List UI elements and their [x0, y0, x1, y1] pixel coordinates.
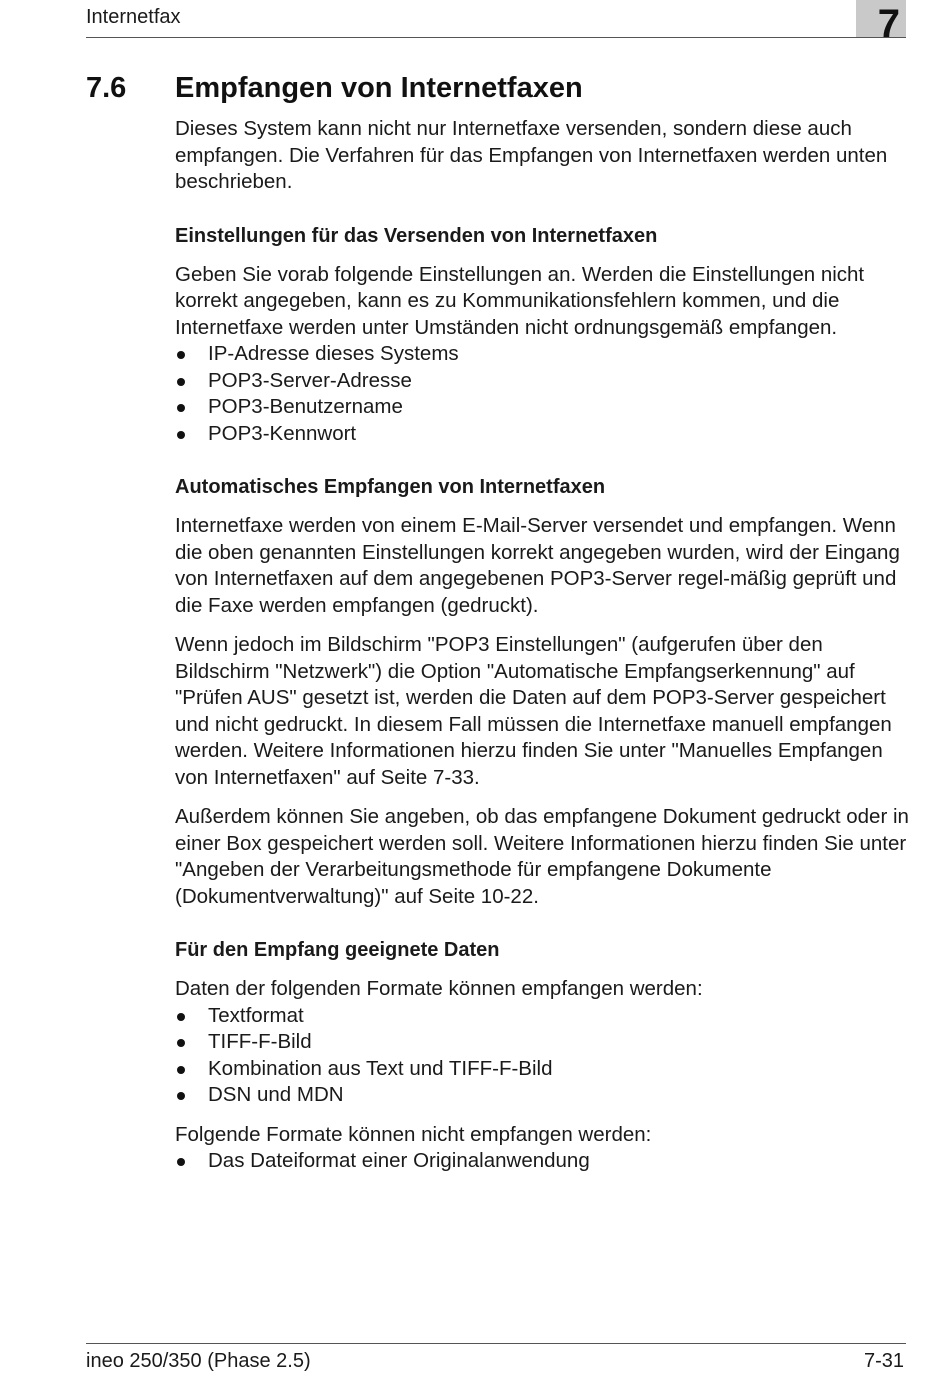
list-item: POP3-Server-Adresse	[175, 368, 910, 395]
list-item: Kombination aus Text und TIFF-F-Bild	[175, 1056, 910, 1083]
header-title: Internetfax	[86, 6, 181, 28]
chapter-number: 7	[877, 2, 900, 46]
settings-heading: Einstellungen für das Versenden von Internetfaxen	[175, 224, 658, 247]
settings-paragraph: Geben Sie vorab folgende Einstellungen an. Werden die Einstellungen nicht korrekt angegeben, kann es zu Kommunikationsfehlern kommen, und die Internetfaxe werden unter Umständen nicht ordnungsgemäß empfangen.	[175, 262, 865, 339]
auto-paragraph-3: Außerdem können Sie angeben, ob das empfangene Dokument gedruckt oder in einer Box gespeichert werden soll. Weitere Informationen hierzu finden Sie unter "Angeben der Verarbeitungsmethode für empfangene Dokumente (Dokumentverwaltung)" auf Seite 10-22.	[175, 805, 909, 908]
data-paragraph-1: Daten der folgenden Formate können empfangen werden:	[175, 977, 703, 1000]
auto-paragraph-1: Internetfaxe werden von einem E-Mail-Server versendet und empfangen. Wenn die oben genannten Einstellungen korrekt angegeben wurden, wird der Eingang von Internetfaxen auf dem angegebenen POP3-Server regel-mäßig geprüft und die Faxe werden empfangen (gedruckt).	[175, 514, 900, 617]
receivable-formats-list	[175, 1003, 910, 1109]
main-content	[175, 116, 910, 1188]
section-title: Empfangen von Internetfaxen	[175, 72, 583, 104]
list-item: DSN und MDN	[175, 1082, 910, 1109]
intro-paragraph: Dieses System kann nicht nur Internetfaxe versenden, sondern diese auch empfangen. Die Verfahren für das Empfangen von Internetfaxen werden unten beschrieben.	[175, 117, 888, 193]
auto-paragraph-2: Wenn jedoch im Bildschirm "POP3 Einstellungen" (aufgerufen über den Bildschirm "Netzwerk") die Option "Automatische Empfangserkennung" auf "Prüfen AUS" gesetzt ist, werden die Daten auf dem POP3-Server gespeichert und nicht gedruckt. In diesem Fall müssen die Internetfaxe manuell empfangen werden. Weitere Informationen hierzu finden Sie unter "Manuelles Empfangen von Internetfaxen" auf Seite 7-33.	[175, 633, 892, 789]
chapter-tab	[856, 0, 906, 46]
non-receivable-formats-list	[175, 1148, 910, 1175]
list-item: Das Dateiformat einer Originalanwendung	[175, 1148, 910, 1175]
settings-list	[175, 341, 910, 447]
list-item: Textformat	[175, 1003, 910, 1030]
page-footer	[86, 1343, 906, 1372]
auto-heading: Automatisches Empfangen von Internetfaxen	[175, 476, 606, 498]
list-item: TIFF-F-Bild	[175, 1029, 910, 1056]
section-heading	[86, 72, 583, 105]
page-number: 7-31	[863, 1350, 904, 1372]
footer-product: ineo 250/350 (Phase 2.5)	[86, 1350, 311, 1372]
list-item: IP-Adresse dieses Systems	[175, 341, 910, 368]
data-paragraph-2: Folgende Formate können nicht empfangen werden:	[175, 1122, 652, 1146]
list-item: POP3-Kennwort	[175, 421, 910, 448]
section-number: 7.6	[86, 72, 127, 104]
page-header	[86, 0, 906, 46]
data-heading: Für den Empfang geeignete Daten	[175, 939, 500, 961]
list-item: POP3-Benutzername	[175, 394, 910, 421]
